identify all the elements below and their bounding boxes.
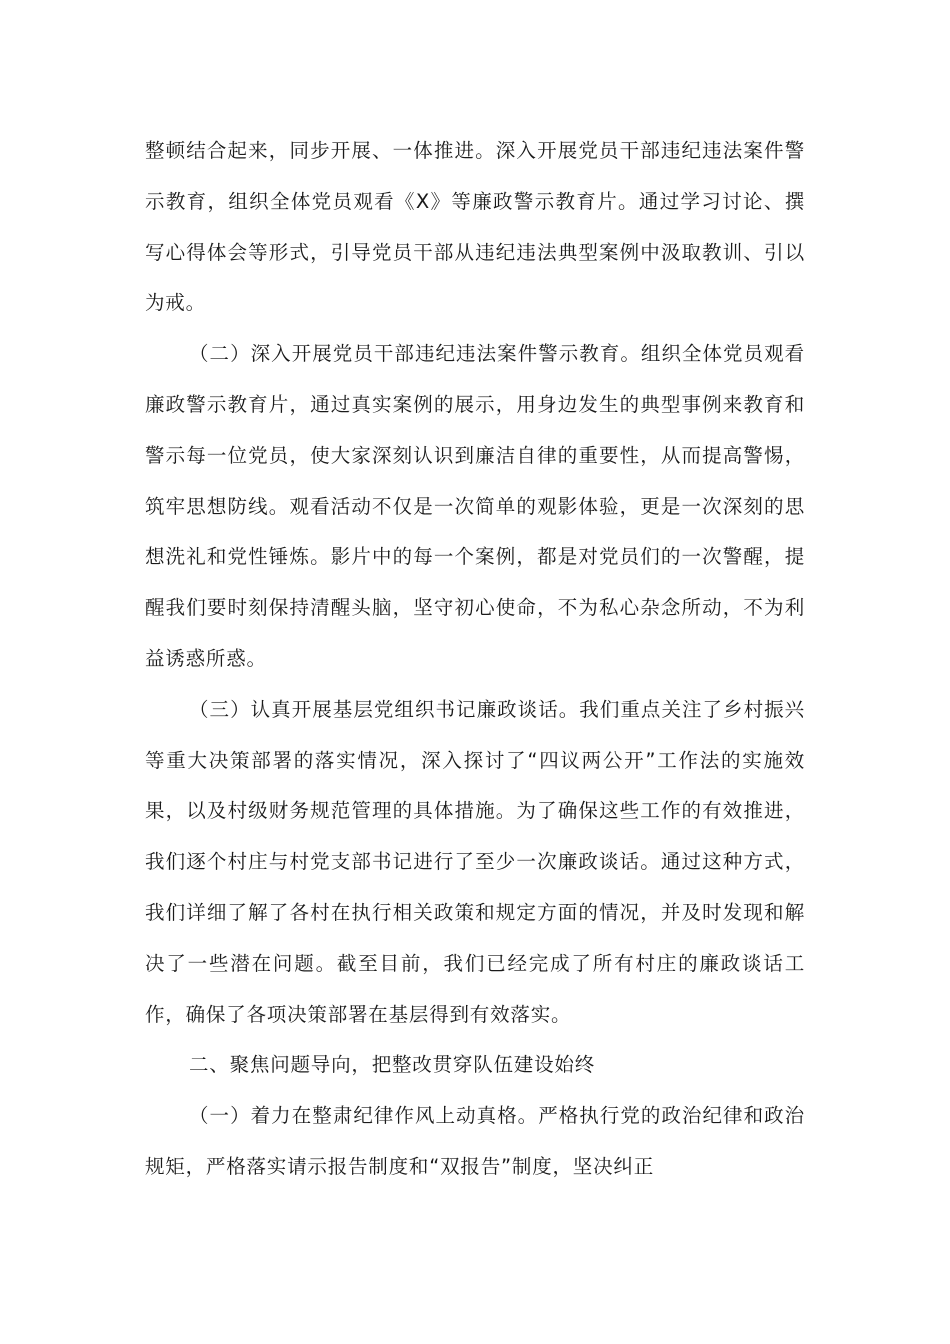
paragraph-subsection-1: （一）着力在整肃纪律作风上动真格。严格执行党的政治纪律和政治规矩，严格落实请示报告制度和“双报告”制度，坚决纠正 (145, 1104, 805, 1178)
paragraph-section-2: （二）深入开展党员干部违纪违法案件警示教育。组织全体党员观看廉政警示教育片，通过真实案例的展示，用身边发生的典型事例来教育和警示每一位党员，使大家深刻认识到廉洁自律的重要性，从而提高警惕，筑牢思想防线。观看活动不仅是一次简单的观影体验，更是一次深刻的思想洗礼和党性锤炼。影片中的每一个案例，都是对党员们的一次警醒，提醒我们要时刻保持清醒头脑，坚守初心使命，不为私心杂念所动，不为利益诱惑所惑。 (145, 342, 805, 670)
paragraph-section-3: （三）认真开展基层党组织书记廉政谈话。我们重点关注了乡村振兴等重大决策部署的落实情况，深入探讨了“四议两公开”工作法的实施效果，以及村级财务规范管理的具体措施。为了确保这些工作的有效推进，我们逐个村庄与村党支部书记进行了至少一次廉政谈话。通过这种方式，我们详细了解了各村在执行相关政策和规定方面的情况，并及时发现和解决了一些潜在问题。截至目前，我们已经完成了所有村庄的廉政谈话工作，确保了各项决策部署在基层得到有效落实。 (145, 697, 805, 1026)
document-body (145, 126, 805, 1193)
paragraph-continuation: 整顿结合起来，同步开展、一体推进。深入开展党员干部违纪违法案件警示教育，组织全体党员观看《X》等廉政警示教育片。通过学习讨论、撰写心得体会等形式，引导党员干部从违纪违法典型案例中汲取教训、引以为戒。 (145, 139, 805, 315)
section-heading: 二、聚焦问题导向，把整改贯穿队伍建设始终 (189, 1053, 596, 1077)
